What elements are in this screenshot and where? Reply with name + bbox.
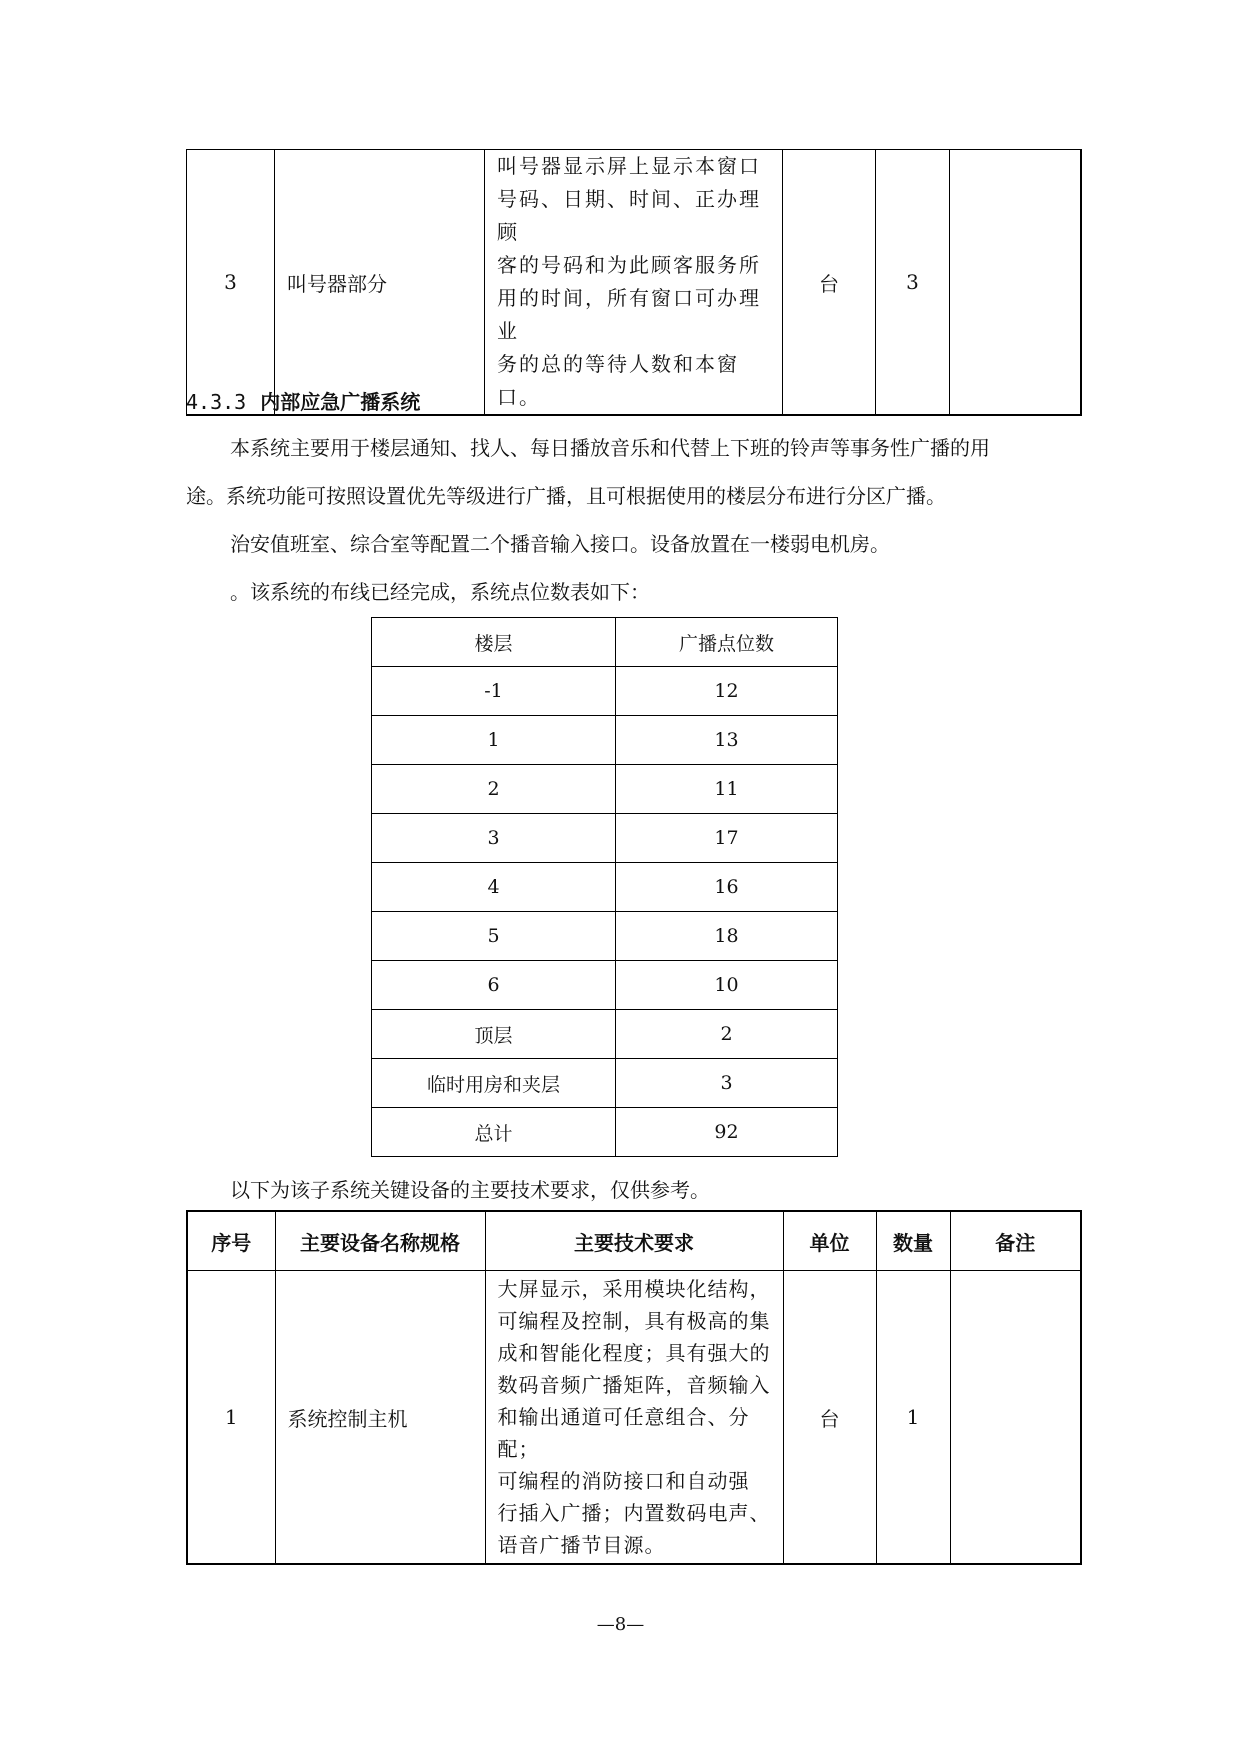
row-number: 1 <box>187 1271 275 1565</box>
table-row <box>372 667 838 716</box>
equipment-note <box>950 1271 1081 1565</box>
equipment-table-continuation <box>186 149 1082 416</box>
floor-cell: 顶层 <box>372 1010 616 1059</box>
equipment-unit: 台 <box>783 1271 876 1565</box>
table-row <box>372 912 838 961</box>
floor-cell: -1 <box>372 667 616 716</box>
equipment-name: 叫号器部分 <box>275 150 485 416</box>
equipment-note <box>950 150 1081 416</box>
column-header: 广播点位数 <box>616 618 838 667</box>
table-row <box>372 961 838 1010</box>
table-row <box>372 765 838 814</box>
points-cell: 2 <box>616 1010 838 1059</box>
table-header-row <box>187 1211 1081 1271</box>
points-cell: 16 <box>616 863 838 912</box>
requirement-line: 成和智能化程度；具有强大的 <box>497 1341 771 1365</box>
table-header-row <box>372 618 838 667</box>
equipment-table <box>186 1210 1082 1565</box>
floor-points-table <box>371 617 838 1157</box>
points-cell: 10 <box>616 961 838 1010</box>
requirement-line: 数码音频广播矩阵，音频输入 <box>497 1373 771 1397</box>
paragraph: 治安值班室、综合室等配置二个播音输入接口。设备放置在一楼弱电机房。 <box>230 532 890 556</box>
table-row <box>372 1010 838 1059</box>
equipment-quantity: 1 <box>876 1271 950 1565</box>
points-cell: 92 <box>616 1108 838 1157</box>
equipment-note-text: 以下为该子系统关键设备的主要技术要求，仅供参考。 <box>230 1178 710 1202</box>
points-cell: 3 <box>616 1059 838 1108</box>
table-row <box>372 716 838 765</box>
floor-cell: 临时用房和夹层 <box>372 1059 616 1108</box>
points-cell: 12 <box>616 667 838 716</box>
table-row <box>372 1059 838 1108</box>
section-title: 内部应急广播系统 <box>260 390 421 414</box>
equipment-requirements <box>485 150 783 416</box>
column-header: 主要设备名称规格 <box>275 1211 485 1271</box>
floor-cell: 6 <box>372 961 616 1010</box>
equipment-name: 系统控制主机 <box>275 1271 485 1565</box>
column-header: 单位 <box>783 1211 876 1271</box>
points-cell: 18 <box>616 912 838 961</box>
section-number: 4.3.3 <box>186 390 247 414</box>
requirement-line: 行插入广播；内置数码电声、 <box>497 1501 771 1525</box>
requirement-line: 和输出通道可任意组合、分配； <box>497 1405 750 1461</box>
column-header: 楼层 <box>372 618 616 667</box>
requirement-line: 语音广播节目源。 <box>497 1533 666 1557</box>
table-row <box>372 863 838 912</box>
floor-cell: 1 <box>372 716 616 765</box>
table-row <box>187 150 1081 416</box>
column-header: 主要技术要求 <box>485 1211 783 1271</box>
floor-cell: 4 <box>372 863 616 912</box>
row-number: 3 <box>187 150 275 416</box>
points-cell: 17 <box>616 814 838 863</box>
requirement-line: 大屏显示，采用模块化结构， <box>497 1277 771 1301</box>
requirement-line: 用的时间，所有窗口可办理业 <box>497 286 761 343</box>
equipment-unit: 台 <box>783 150 876 416</box>
column-header: 数量 <box>876 1211 950 1271</box>
floor-cell: 总计 <box>372 1108 616 1157</box>
floor-cell: 5 <box>372 912 616 961</box>
floor-cell: 3 <box>372 814 616 863</box>
paragraph-line: 途。系统功能可按照设置优先等级进行广播，且可根据使用的楼层分布进行分区广播。 <box>186 484 946 508</box>
requirement-line: 号码、日期、时间、正办理顾 <box>497 187 761 244</box>
floor-cell: 2 <box>372 765 616 814</box>
requirement-line: 客的号码和为此顾客服务所 <box>497 253 761 277</box>
section-heading <box>186 386 420 415</box>
points-cell: 13 <box>616 716 838 765</box>
requirement-line: 务的总的等待人数和本窗口。 <box>497 352 739 409</box>
column-header: 序号 <box>187 1211 275 1271</box>
requirement-line: 叫号器显示屏上显示本窗口 <box>497 154 761 178</box>
page-number: —8— <box>596 1614 645 1635</box>
column-header: 备注 <box>950 1211 1081 1271</box>
table-row <box>372 1108 838 1157</box>
points-cell: 11 <box>616 765 838 814</box>
table-row <box>187 1271 1081 1565</box>
paragraph-line: 本系统主要用于楼层通知、找人、每日播放音乐和代替上下班的铃声等事务性广播的用 <box>230 436 990 460</box>
paragraph: 。该系统的布线已经完成，系统点位数表如下： <box>230 580 650 604</box>
requirement-line: 可编程及控制，具有极高的集 <box>497 1309 771 1333</box>
table-row <box>372 814 838 863</box>
equipment-requirements <box>485 1271 783 1565</box>
requirement-line: 可编程的消防接口和自动强 <box>497 1469 750 1493</box>
equipment-quantity: 3 <box>876 150 950 416</box>
